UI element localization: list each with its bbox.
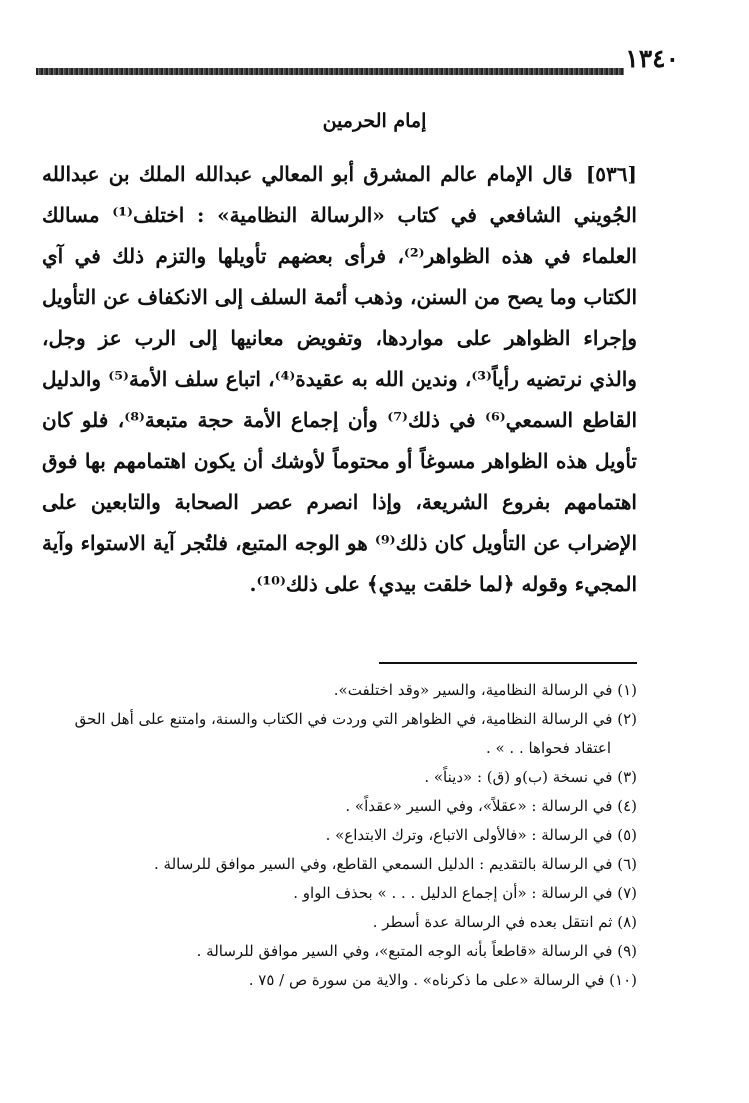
page-number: ١٣٤٠ [625, 44, 679, 73]
footnote: (٩) في الرسالة «قاطعاً بأنه الوجه المتبع»، وفي السير موافق للرسالة . [196, 942, 637, 960]
footnote: (٦) في الرسالة بالتقديم : الدليل السمعي القاطع، وفي السير موافق للرسالة . [153, 855, 637, 873]
entry-body: قال الإمام عالم المشرق أبو المعالي عبدالله الملك بن عبدالله الجُويني الشافعي في كتاب «الرسالة النظامية» : اختلف⁽¹⁾ مسالك العلماء في هذه الظواهر⁽²⁾، فرأى بعضهم تأويلها والتزم ذلك في آي الكتاب وما يصح من السنن، وذهب أئمة السلف إلى الانكفاف عن التأويل وإجراء الظواهر على مواردها، وتفويض معانيها إلى الرب عز وجل، والذي نرتضيه رأياً⁽³⁾، وندين الله به عقيدة⁽⁴⁾، اتباع سلف الأمة⁽⁵⁾ والدليل القاطع السمعي⁽⁶⁾ في ذلك⁽⁷⁾ وأن إجماع الأمة حجة متبعة⁽⁸⁾، فلو كان تأويل هذه الظواهر مسوغاً أو محتوماً لأوشك أن يكون اهتمامهم بها فوق اهتمامهم بفروع الشريعة، وإذا انصرم عصر الصحابة والتابعين على الإضراب عن التأويل كان ذلك⁽⁹⁾ هو الوجه المتبع، فلتُجر آية الاستواء وآية المجيء وقوله ﴿لما خلقت بيدي﴾ على ذلك⁽¹⁰⁾. [42, 162, 638, 596]
footnote: (٨) ثم انتقل بعده في الرسالة عدة أسطر . [372, 913, 637, 931]
footnote: (٧) في الرسالة : «أن إجماع الدليل . . . » بحذف الواو . [293, 884, 637, 902]
footnote: (١٠) في الرسالة «على ما ذكرناه» . والاية من سورة ص / ٧٥ . [248, 971, 637, 989]
footnote: (٢) في الرسالة النظامية، في الظواهر التي وردت في الكتاب والسنة، وامتنع على أهل الحق اعتقاد فحواها . . » . [74, 710, 637, 757]
footnote: (٤) في الرسالة : «عقلاً»، وفي السير «عقداً» . [345, 797, 637, 815]
header-rule [36, 68, 624, 75]
footnotes-list [37, 676, 637, 995]
running-head: إمام الحرمين [322, 110, 427, 132]
entry-number: [٥٣٦] [585, 162, 637, 186]
footnote-rule [379, 662, 637, 664]
entry-text [42, 154, 637, 605]
footnote: (٣) في نسخة (ب)و (ق) : «ديناً» . [424, 768, 637, 786]
footnote: (١) في الرسالة النظامية، والسير «وقد اختلفت». [333, 681, 637, 699]
footnote: (٥) في الرسالة : «فالأولى الاتباع، وترك الابتداع» . [325, 826, 637, 844]
